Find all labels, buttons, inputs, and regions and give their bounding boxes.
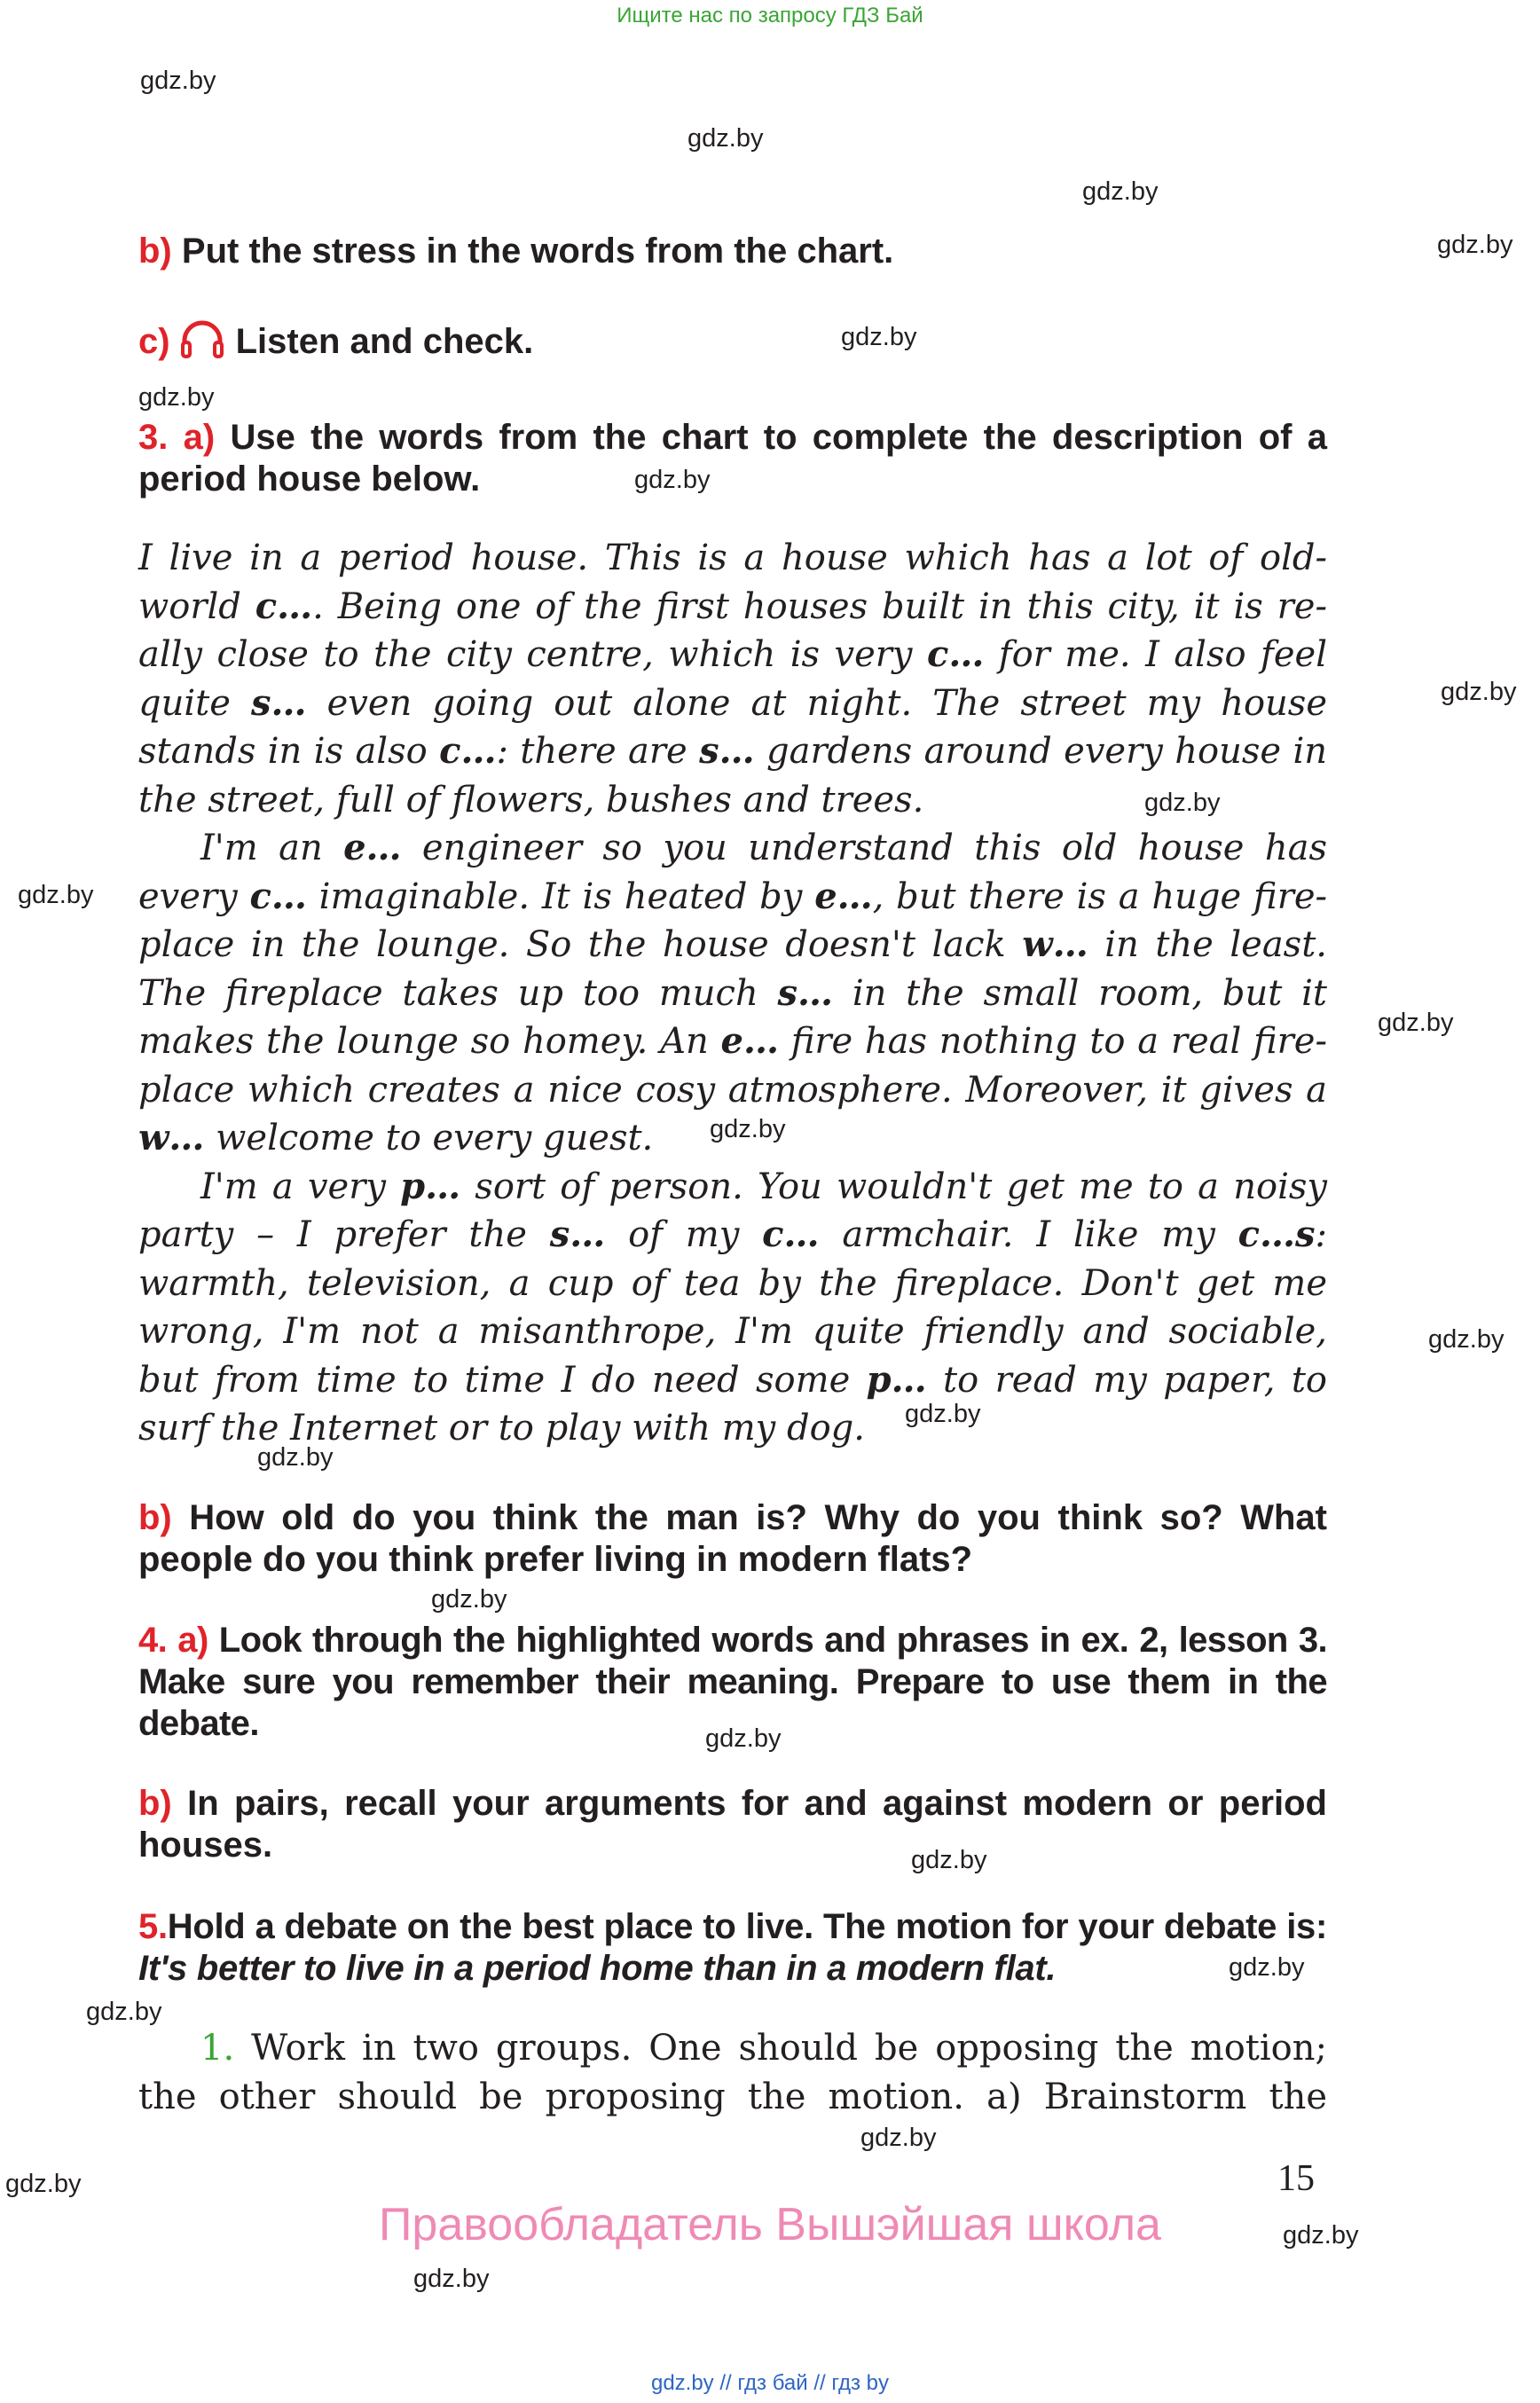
- step-number: 1.: [200, 2028, 235, 2069]
- gap-word: w…: [138, 1117, 205, 1158]
- task-5: [138, 1906, 1327, 1990]
- story-line: The fireplace takes up too much s… in the small room, but it: [138, 971, 1327, 1014]
- task-text: Listen and check.: [235, 322, 534, 361]
- watermark: gdz.by: [138, 383, 215, 412]
- task-letter: a): [177, 1621, 208, 1660]
- watermark: gdz.by: [710, 1115, 786, 1143]
- story-line: warmth, television, a cup of tea by the fireplace. Don't get me: [138, 1262, 1327, 1304]
- gap-word: e…: [814, 875, 873, 917]
- story-line: the street, full of flowers, bushes and trees.: [138, 779, 924, 821]
- gap-word: w…: [1022, 923, 1088, 965]
- task-letter: a): [183, 418, 216, 457]
- period-house-story: [138, 534, 1327, 1453]
- gap-word: p…: [400, 1165, 461, 1207]
- gap-word: c…: [762, 1213, 820, 1255]
- task-text: Use the words from the chart to complete the description of a period house below.: [138, 418, 1327, 499]
- watermark: gdz.by: [1229, 1953, 1305, 1982]
- watermark: gdz.by: [18, 881, 94, 909]
- task-number: 5.: [138, 1907, 168, 1946]
- task-4b: [138, 1783, 1327, 1866]
- step-line: 1. Work in two groups. One should be opposing the motion;: [200, 2028, 1327, 2069]
- step-1: [138, 2024, 1327, 2122]
- watermark: gdz.by: [705, 1724, 782, 1753]
- task-2c: [138, 319, 1327, 363]
- watermark: gdz.by: [1283, 2221, 1359, 2250]
- task-text: In pairs, recall your arguments for and against modern or period houses.: [138, 1784, 1327, 1865]
- story-line: but from time to time I do need some p… to read my paper, to: [138, 1358, 1327, 1401]
- task-letter: b): [138, 232, 172, 271]
- task-3a: [138, 417, 1327, 500]
- gap-word: c…: [249, 875, 307, 917]
- watermark: gdz.by: [860, 2124, 937, 2152]
- gap-word: s…: [250, 681, 307, 724]
- task-number: 4.: [138, 1621, 168, 1660]
- gap-word: c…: [255, 585, 313, 627]
- gap-word: e…: [343, 827, 402, 868]
- task-letter: b): [138, 1498, 172, 1537]
- page-number: 15: [1277, 2158, 1315, 2199]
- story-line: place in the lounge. So the house doesn't lack w… in the least.: [138, 923, 1327, 965]
- story-line: w… welcome to every guest.: [138, 1117, 654, 1158]
- gap-word: c…: [439, 730, 497, 772]
- watermark: gdz.by: [140, 67, 216, 95]
- story-line: every c… imaginable. It is heated by e…, but there is a huge fire-: [138, 875, 1327, 917]
- watermark: gdz.by: [841, 323, 917, 351]
- story-line: quite s… even going out alone at night. The street my house: [138, 681, 1328, 724]
- task-4a: [138, 1620, 1327, 1745]
- story-line: wrong, I'm not a misanthrope, I'm quite friendly and sociable,: [138, 1311, 1327, 1352]
- watermark: gdz.by: [257, 1443, 334, 1472]
- gap-word: c…: [926, 633, 985, 675]
- story-line: I'm an e… engineer so you understand this old house has: [200, 827, 1327, 868]
- watermark: gdz.by: [413, 2265, 490, 2293]
- watermark: gdz.by: [1441, 678, 1517, 706]
- task-text: Hold a debate on the best place to live. The motion for your debate is:: [167, 1907, 1327, 1946]
- story-line: ally close to the city centre, which is very c… for me. I also feel: [138, 633, 1328, 675]
- task-text: Put the stress in the words from the chart.: [181, 232, 894, 271]
- footer-links[interactable]: gdz.by // гдз бай // гдз by: [650, 2371, 890, 2395]
- story-line: makes the lounge so homey. An e… fire has nothing to a real fire-: [138, 1020, 1327, 1062]
- debate-motion: It's better to live in a period home than in a modern flat.: [138, 1949, 1057, 1988]
- watermark: gdz.by: [86, 1998, 162, 2026]
- story-line: surf the Internet or to play with my dog.: [138, 1408, 865, 1449]
- watermark: gdz.by: [1378, 1009, 1454, 1037]
- gap-word: p…: [866, 1358, 927, 1401]
- watermark: gdz.by: [5, 2170, 82, 2198]
- watermark: gdz.by: [905, 1400, 981, 1428]
- gap-word: c…s: [1238, 1213, 1316, 1255]
- task-letter: b): [138, 1784, 172, 1823]
- gap-word: s…: [777, 971, 834, 1014]
- gap-word: s…: [549, 1213, 606, 1255]
- story-line: stands in is also c…: there are s… gardens around every house in: [138, 730, 1327, 772]
- top-note: Ищите нас по запросу ГДЗ Бай: [617, 4, 923, 27]
- watermark: gdz.by: [1144, 789, 1221, 817]
- task-2b: [138, 231, 1327, 272]
- story-line: I'm a very p… sort of person. You wouldn't get me to a noisy: [200, 1165, 1327, 1207]
- task-3b: [138, 1497, 1327, 1581]
- task-text: Look through the highlighted words and phrases in ex. 2, lesson 3. Make sure you remember their meaning. Prepare to use them in the debate.: [138, 1621, 1328, 1743]
- story-line: I live in a period house. This is a house which has a lot of old-: [138, 538, 1327, 578]
- gap-word: e…: [720, 1020, 779, 1062]
- story-line: place which creates a nice cosy atmosphere. Moreover, it gives a: [138, 1069, 1327, 1111]
- watermark: gdz.by: [1428, 1325, 1505, 1354]
- story-line: party – I prefer the s… of my c… armchair. I like my c…s:: [138, 1213, 1328, 1255]
- watermark: gdz.by: [1082, 177, 1159, 206]
- step-line: the other should be proposing the motion. a) Brainstorm the: [138, 2077, 1327, 2117]
- story-line: world c…. Being one of the first houses built in this city, it is re-: [138, 585, 1327, 627]
- task-text: How old do you think the man is? Why do you think so? What people do you think prefer living in modern flats?: [138, 1498, 1327, 1579]
- watermark: gdz.by: [431, 1585, 507, 1614]
- task-letter: c): [138, 322, 170, 361]
- headphones-icon[interactable]: [179, 319, 225, 360]
- gap-word: s…: [699, 730, 755, 772]
- watermark: gdz.by: [688, 124, 764, 153]
- watermark: gdz.by: [634, 466, 711, 494]
- task-number: 3.: [138, 418, 169, 457]
- watermark: gdz.by: [1437, 231, 1513, 259]
- watermark: gdz.by: [911, 1846, 987, 1874]
- copyright-owner: Правообладатель Вышэйшая школа: [379, 2199, 1161, 2250]
